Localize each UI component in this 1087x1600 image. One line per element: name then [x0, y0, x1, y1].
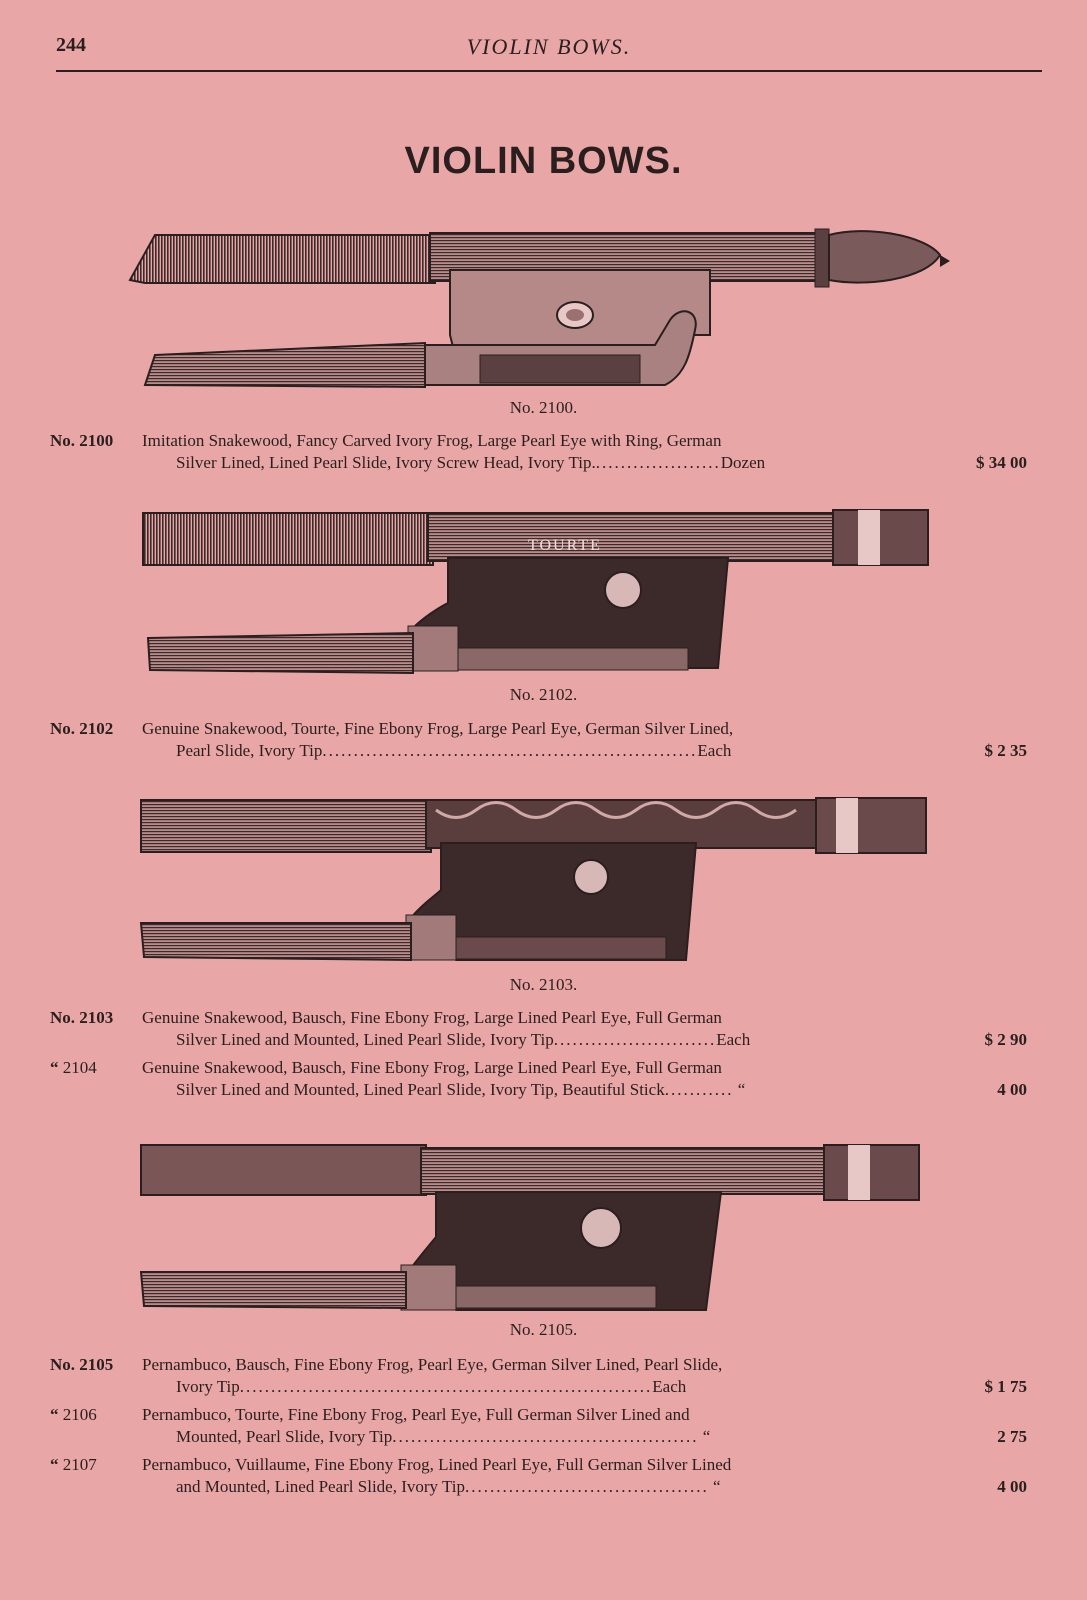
- item-description-line2: Pearl Slide, Ivory Tip............................................................Each: [176, 741, 732, 760]
- item-price: $ 2 35: [984, 741, 1027, 760]
- item-price: 4 00: [997, 1477, 1027, 1496]
- bow-stamp: TOURTE: [528, 537, 602, 554]
- item-number: No. 2105: [50, 1355, 114, 1374]
- item-price: $ 1 75: [984, 1377, 1027, 1396]
- bow-caption: No. 2105.: [509, 1320, 578, 1339]
- item-description-line1: Genuine Snakewood, Tourte, Fine Ebony Frog, Large Pearl Eye, German Silver Lined,: [142, 719, 734, 738]
- item-description-line2: Silver Lined and Mounted, Lined Pearl Slide, Ivory Tip..........................Each: [176, 1030, 751, 1049]
- page-number: 244: [56, 34, 86, 56]
- item-number: No. 2100: [50, 431, 114, 450]
- item-number: No. 2102: [50, 719, 114, 738]
- bow-illustration-2100: [125, 225, 955, 395]
- item-price: 4 00: [997, 1080, 1027, 1099]
- item-description-line2: Mounted, Pearl Slide, Ivory Tip................................................. “: [176, 1427, 711, 1446]
- bow-2100-drawing: [125, 225, 955, 395]
- bow-illustration-2102: [138, 508, 938, 678]
- item-description-line2: Ivory Tip..................................................................Each: [176, 1377, 687, 1396]
- item-description-line1: Pernambuco, Tourte, Fine Ebony Frog, Pearl Eye, Full German Silver Lined and: [142, 1405, 690, 1424]
- item-price: $ 2 90: [984, 1030, 1027, 1049]
- bow-caption: No. 2103.: [509, 975, 578, 994]
- bow-2103-drawing: [136, 795, 936, 970]
- bow-2105-drawing: [136, 1140, 936, 1315]
- bow-caption: No. 2102.: [509, 685, 578, 704]
- item-number: “ 2104: [50, 1058, 97, 1077]
- item-number: No. 2103: [50, 1008, 114, 1027]
- item-description-line1: Genuine Snakewood, Bausch, Fine Ebony Frog, Large Lined Pearl Eye, Full German: [142, 1008, 722, 1027]
- item-number: “ 2106: [50, 1405, 97, 1424]
- item-description-line1: Imitation Snakewood, Fancy Carved Ivory Frog, Large Pearl Eye with Ring, German: [142, 431, 722, 450]
- item-price: $ 34 00: [976, 453, 1027, 472]
- bow-illustration-2103: [136, 795, 936, 970]
- running-head: [56, 30, 1042, 72]
- item-description-line2: and Mounted, Lined Pearl Slide, Ivory Tip....................................... “: [176, 1477, 721, 1496]
- item-price: 2 75: [997, 1427, 1027, 1446]
- item-description-line1: Genuine Snakewood, Bausch, Fine Ebony Frog, Large Lined Pearl Eye, Full German: [142, 1058, 722, 1077]
- bow-illustration-2105: [136, 1140, 936, 1315]
- item-description-line1: Pernambuco, Vuillaume, Fine Ebony Frog, Lined Pearl Eye, Full German Silver Lined: [142, 1455, 732, 1474]
- item-description-line2: Silver Lined and Mounted, Lined Pearl Slide, Ivory Tip, Beautiful Stick........... “: [176, 1080, 746, 1099]
- item-description-line1: Pernambuco, Bausch, Fine Ebony Frog, Pearl Eye, German Silver Lined, Pearl Slide,: [142, 1355, 723, 1374]
- item-description-line2: Silver Lined, Lined Pearl Slide, Ivory Screw Head, Ivory Tip.....................Dozen: [176, 453, 766, 472]
- bow-2102-drawing: [138, 508, 938, 678]
- page-title: VIOLIN BOWS.: [404, 140, 683, 182]
- item-number: “ 2107: [50, 1455, 97, 1474]
- running-title: VIOLIN BOWS.: [466, 34, 632, 59]
- bow-caption: No. 2100.: [509, 398, 578, 417]
